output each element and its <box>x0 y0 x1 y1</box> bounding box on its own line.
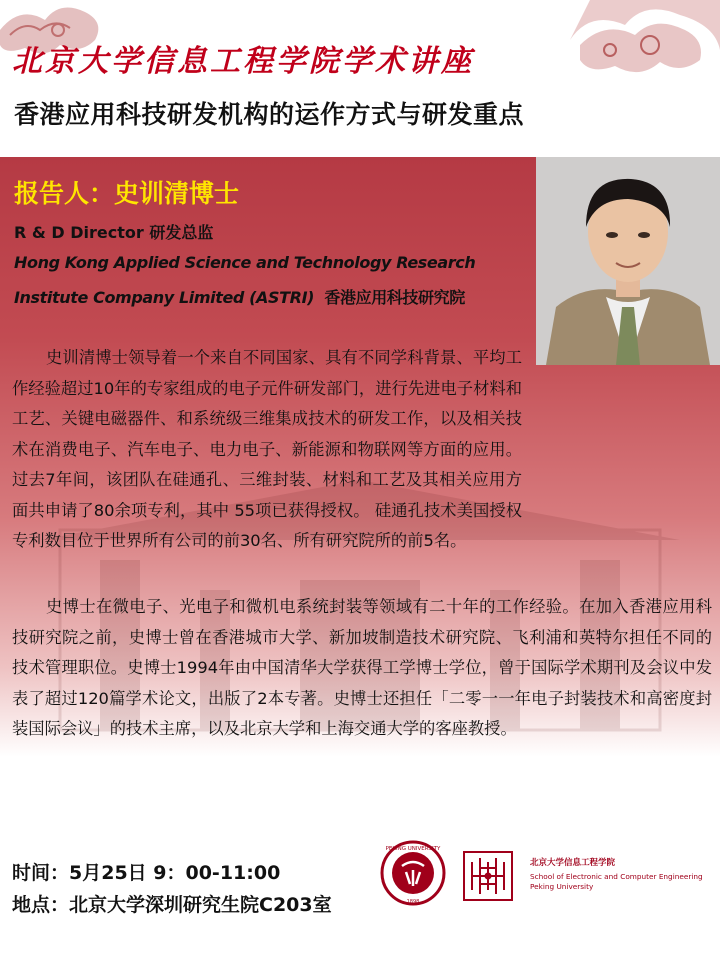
seal-year: 1898 <box>406 899 420 905</box>
seal-text: PEKING UNIVERSITY <box>385 846 441 852</box>
event-place: 地点：北京大学深圳研究生院C203室 <box>12 894 332 916</box>
bio-paragraph-2 <box>12 592 712 745</box>
bio-text-1: 史训清博士领导着一个来自不同国家、具有不同学科背景、平均工作经验超过10年的专家组成的电子元件研发部门，进行先进电子材料和工艺、关键电磁器件、和系统级三维集成技术的研发工作，以及相关技术在消费电子、汽车电子、电力电子、新能源和物联网等方面的应用。过去7年间，该团队在硅通孔、三维封装、材料和工艺及其相关应用方面共申请了80余项专利，其中 55项已获得授权。 硅通孔技术美国授权专利数目位于世界所有公司的前30名、所有研究院所的前5名。 <box>12 348 522 550</box>
school-university-en: Peking University <box>530 882 594 891</box>
school-name <box>530 856 703 892</box>
speaker-organization-line1: Hong Kong Applied Science and Technology Research <box>14 253 476 272</box>
bio-paragraph-1 <box>12 343 712 557</box>
school-logo-icon <box>458 848 518 904</box>
school-name-en: School of Electronic and Computer Engineering <box>530 872 703 881</box>
talk-title: 香港应用科技研发机构的运作方式与研发重点 <box>14 100 525 129</box>
speaker-role: R & D Director 研发总监 <box>14 223 214 242</box>
bio-text-2: 史博士在微电子、光电子和微机电系统封装等领域有二十年的工作经验。在加入香港应用科技研究院之前，史博士曾在香港城市大学、新加坡制造技术研究院、飞利浦和英特尔担任不同的技术管理职位。史博士1994年由中国清华大学获得工学博士学位，曾于国际学术期刊及会议中发表了超过120篇学术论文，出版了2本专著。史博士还担任「二零一一年电子封装技术和高密度封装国际会议」的技术主席，以及北京大学和上海交通大学的客座教授。 <box>12 597 712 738</box>
school-name-cn: 北京大学信息工程学院 <box>530 858 616 868</box>
cloud-ornament-right-icon <box>550 0 720 90</box>
event-time: 时间：5月25日 9：00-11:00 <box>12 862 281 884</box>
speaker-photo <box>536 157 720 365</box>
organization-chinese-name: 香港应用科技研究院 <box>324 288 465 307</box>
speaker-heading: 报告人：史训清博士 <box>14 179 240 208</box>
organization-english-name: Institute Company Limited (ASTRI) <box>14 288 315 307</box>
speaker-organization-line2 <box>14 285 465 308</box>
peking-university-seal-icon <box>380 840 446 906</box>
lecture-series-title: 北京大学信息工程学院学术讲座 <box>12 44 474 79</box>
